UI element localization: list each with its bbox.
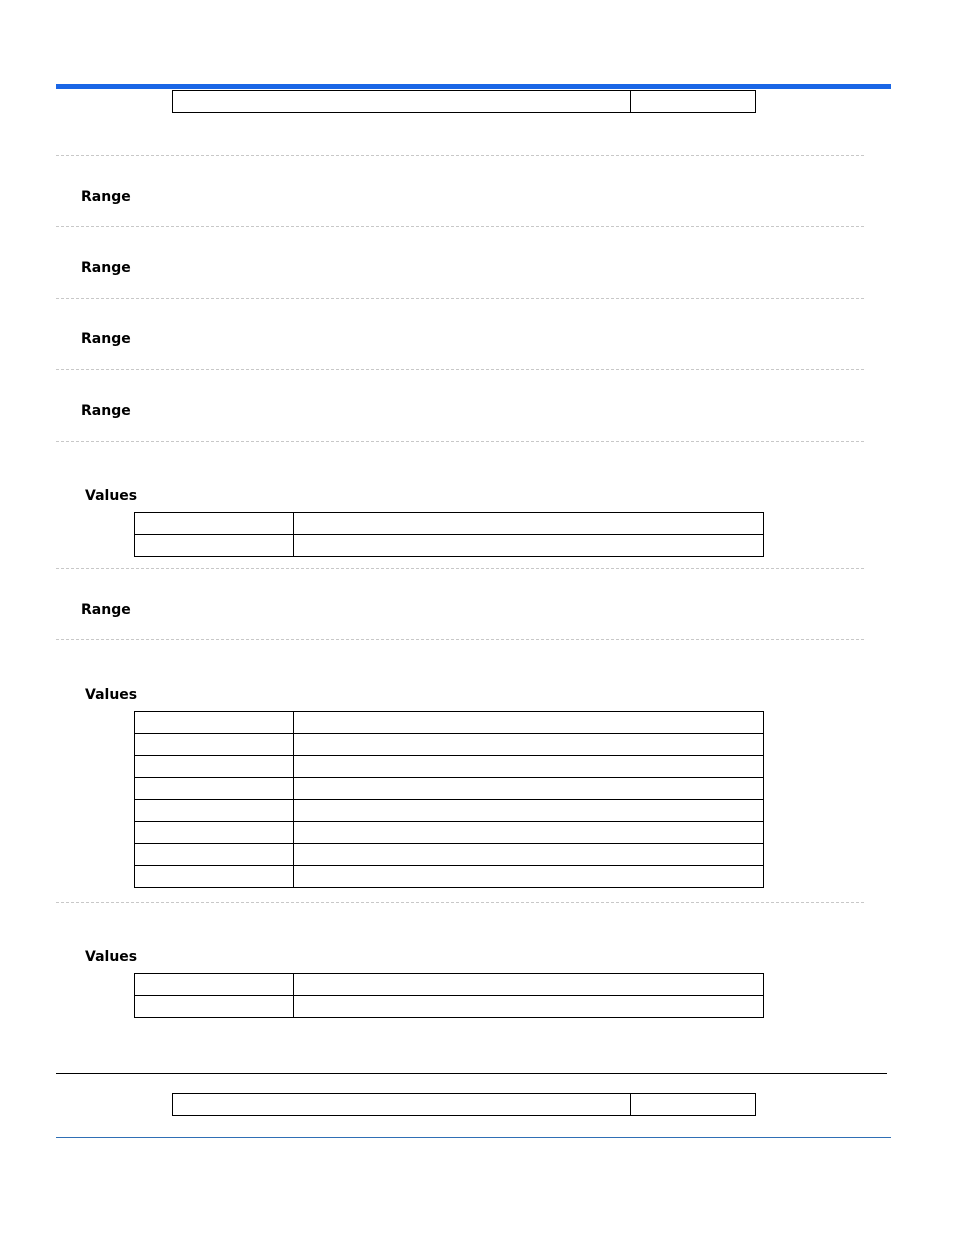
- header-accent-bar: [56, 84, 891, 89]
- table-row: [135, 996, 764, 1018]
- table-cell: [294, 778, 764, 800]
- table-cell: [135, 996, 294, 1018]
- table-cell: [294, 866, 764, 888]
- table-cell: [294, 822, 764, 844]
- section-label-range: Range: [81, 260, 131, 276]
- table-cell: [294, 996, 764, 1018]
- table-row: [173, 1094, 756, 1116]
- values-table: [134, 512, 764, 557]
- table-cell: [294, 734, 764, 756]
- footer-accent-rule: [56, 1137, 891, 1138]
- table-cell: [135, 734, 294, 756]
- section-label-range: Range: [81, 602, 131, 618]
- table-row: [135, 778, 764, 800]
- table-cell: [135, 712, 294, 734]
- section-divider: [56, 155, 864, 156]
- values-table: [134, 711, 764, 888]
- footer-table: [172, 1093, 756, 1116]
- table-cell: [294, 800, 764, 822]
- table-cell: [135, 800, 294, 822]
- section-label-values: Values: [85, 949, 138, 965]
- table-row: [135, 535, 764, 557]
- section-divider: [56, 298, 864, 299]
- table-cell: [294, 712, 764, 734]
- table-row: [135, 513, 764, 535]
- section-label-values: Values: [85, 687, 138, 703]
- footer-separator: [56, 1073, 887, 1074]
- table-cell: [135, 513, 294, 535]
- table-cell: [294, 513, 764, 535]
- section-divider: [56, 902, 864, 903]
- table-cell: [135, 778, 294, 800]
- table-cell: [294, 844, 764, 866]
- table-cell: [135, 535, 294, 557]
- table-cell: [135, 822, 294, 844]
- table-cell: [294, 756, 764, 778]
- section-divider: [56, 441, 864, 442]
- header-table: [172, 90, 756, 113]
- section-divider: [56, 226, 864, 227]
- section-divider: [56, 369, 864, 370]
- footer-cell-page: [631, 1094, 756, 1116]
- table-row: [135, 866, 764, 888]
- table-cell: [135, 756, 294, 778]
- table-cell: [135, 974, 294, 996]
- section-label-range: Range: [81, 331, 131, 347]
- table-row: [135, 800, 764, 822]
- table-cell: [294, 535, 764, 557]
- table-row: [135, 974, 764, 996]
- section-divider: [56, 568, 864, 569]
- table-row: [135, 822, 764, 844]
- table-row: [135, 712, 764, 734]
- section-label-range: Range: [81, 403, 131, 419]
- section-divider: [56, 639, 864, 640]
- section-label-values: Values: [85, 488, 138, 504]
- header-cell-page: [631, 91, 756, 113]
- table-cell: [135, 844, 294, 866]
- table-row: [135, 734, 764, 756]
- table-cell: [135, 866, 294, 888]
- table-cell: [294, 974, 764, 996]
- section-label-range: Range: [81, 189, 131, 205]
- footer-cell-title: [173, 1094, 631, 1116]
- table-row: [135, 844, 764, 866]
- header-cell-title: [173, 91, 631, 113]
- table-row: [173, 91, 756, 113]
- values-table: [134, 973, 764, 1018]
- table-row: [135, 756, 764, 778]
